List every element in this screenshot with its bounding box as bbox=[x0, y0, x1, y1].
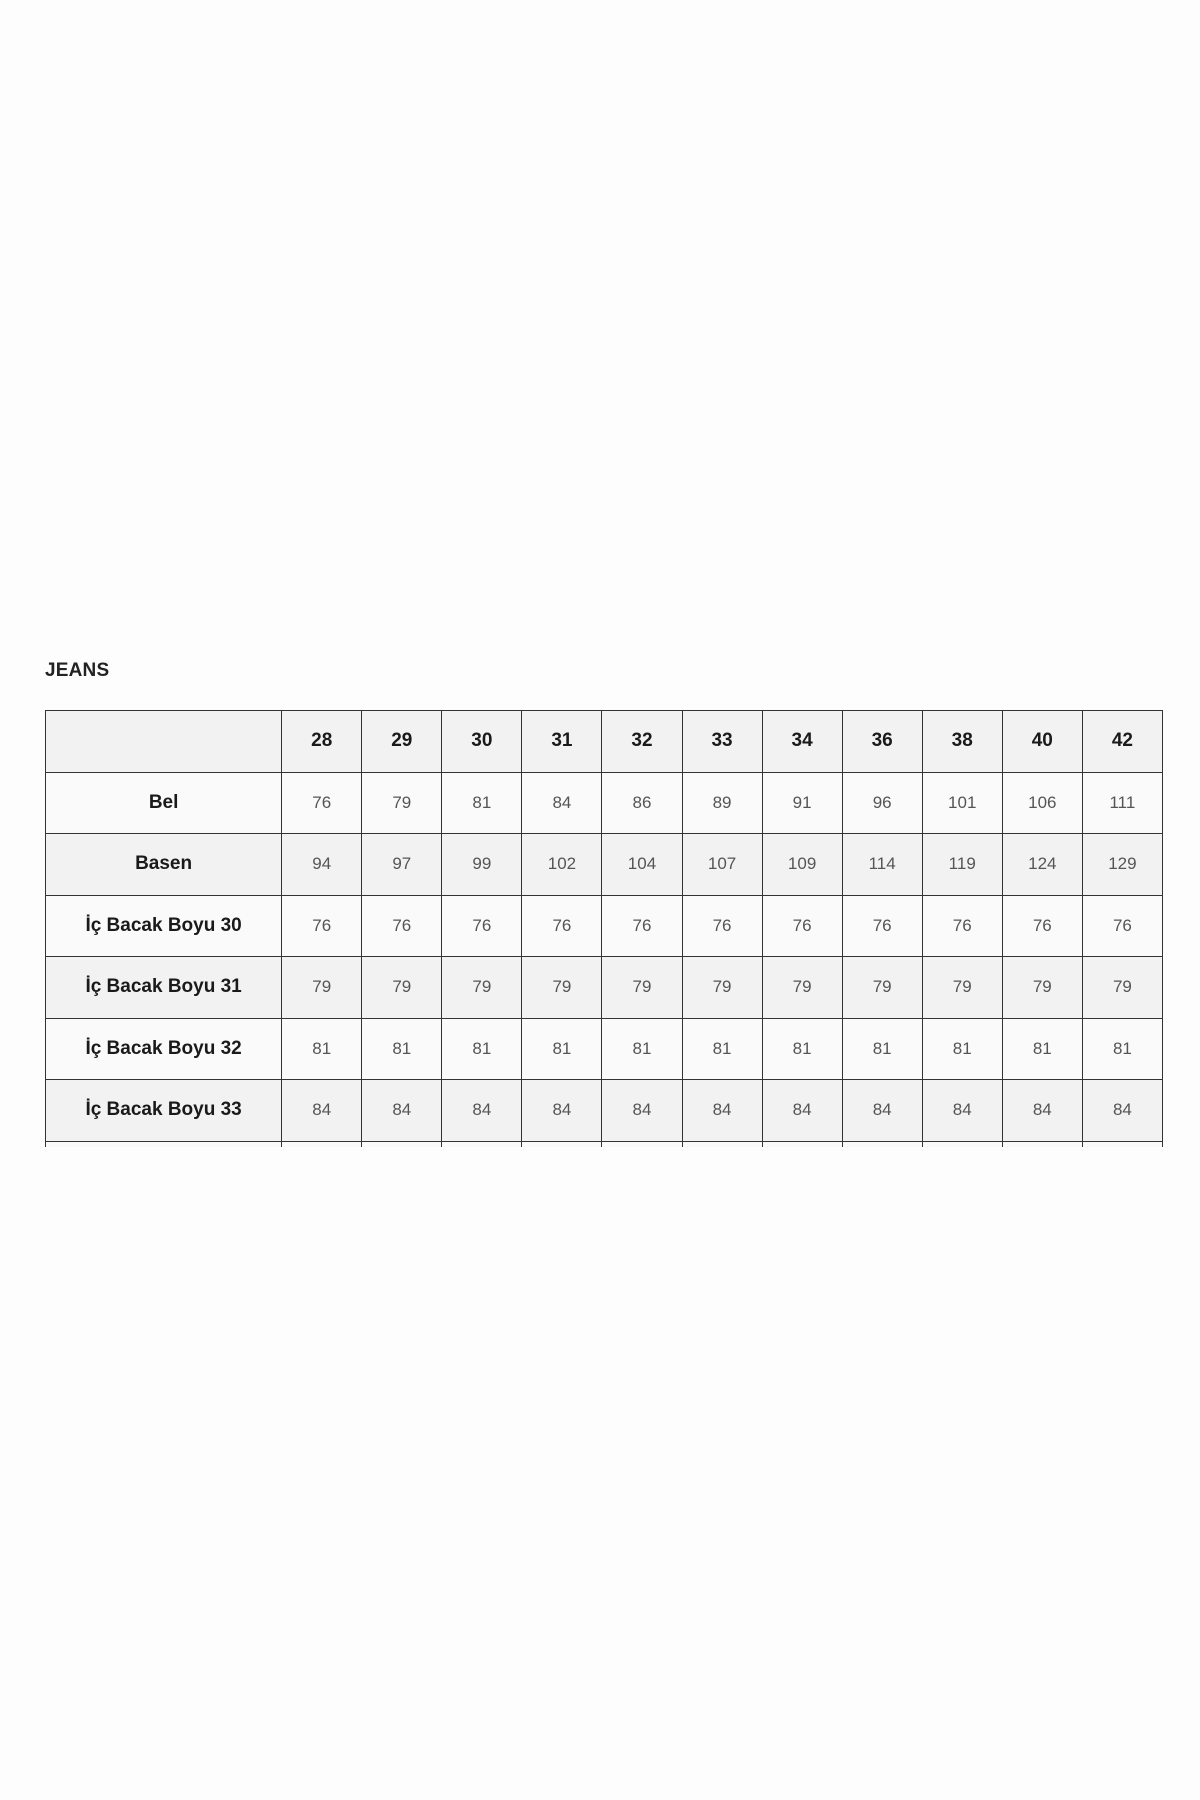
measurement-cell: 81 bbox=[282, 1018, 362, 1080]
measurement-cell: 101 bbox=[922, 772, 1002, 834]
measurement-cell: 104 bbox=[602, 834, 682, 896]
measurement-cell: 99 bbox=[442, 834, 522, 896]
measurement-cell: 79 bbox=[522, 957, 602, 1019]
size-header: 30 bbox=[442, 711, 522, 773]
row-label: İç Bacak Boyu 32 bbox=[46, 1018, 282, 1080]
size-header: 34 bbox=[762, 711, 842, 773]
measurement-cell bbox=[522, 1141, 602, 1147]
table-row bbox=[46, 834, 1163, 896]
measurement-cell: 84 bbox=[362, 1080, 442, 1142]
measurement-cell: 79 bbox=[362, 772, 442, 834]
measurement-cell: 84 bbox=[442, 1080, 522, 1142]
corner-cell bbox=[46, 711, 282, 773]
measurement-cell: 81 bbox=[682, 1018, 762, 1080]
table-row bbox=[46, 1018, 1163, 1080]
measurement-cell: 81 bbox=[442, 772, 522, 834]
measurement-cell: 76 bbox=[842, 895, 922, 957]
measurement-cell: 107 bbox=[682, 834, 762, 896]
measurement-cell: 76 bbox=[1082, 895, 1162, 957]
measurement-cell: 81 bbox=[522, 1018, 602, 1080]
measurement-cell: 84 bbox=[282, 1080, 362, 1142]
row-label: Basen bbox=[46, 834, 282, 896]
measurement-cell: 81 bbox=[442, 1018, 522, 1080]
size-chart bbox=[45, 710, 1163, 1147]
measurement-cell: 79 bbox=[442, 957, 522, 1019]
measurement-cell bbox=[762, 1141, 842, 1147]
measurement-cell: 79 bbox=[682, 957, 762, 1019]
measurement-cell: 79 bbox=[282, 957, 362, 1019]
measurement-cell: 79 bbox=[842, 957, 922, 1019]
table-row bbox=[46, 1080, 1163, 1142]
measurement-cell: 86 bbox=[602, 772, 682, 834]
measurement-cell: 97 bbox=[362, 834, 442, 896]
table-title: JEANS bbox=[45, 660, 110, 681]
measurement-cell: 84 bbox=[922, 1080, 1002, 1142]
size-header: 31 bbox=[522, 711, 602, 773]
measurement-cell: 84 bbox=[682, 1080, 762, 1142]
size-header: 32 bbox=[602, 711, 682, 773]
measurement-cell: 114 bbox=[842, 834, 922, 896]
measurement-cell: 96 bbox=[842, 772, 922, 834]
measurement-cell bbox=[602, 1141, 682, 1147]
measurement-cell: 84 bbox=[842, 1080, 922, 1142]
size-header: 28 bbox=[282, 711, 362, 773]
measurement-cell: 84 bbox=[522, 1080, 602, 1142]
measurement-cell: 79 bbox=[1002, 957, 1082, 1019]
measurement-cell bbox=[842, 1141, 922, 1147]
measurement-cell: 79 bbox=[602, 957, 682, 1019]
measurement-cell: 81 bbox=[1002, 1018, 1082, 1080]
measurement-cell: 81 bbox=[922, 1018, 1002, 1080]
measurement-cell: 76 bbox=[362, 895, 442, 957]
measurement-cell: 79 bbox=[1082, 957, 1162, 1019]
size-header: 38 bbox=[922, 711, 1002, 773]
measurement-cell: 89 bbox=[682, 772, 762, 834]
header-row bbox=[46, 711, 1163, 773]
measurement-cell: 81 bbox=[842, 1018, 922, 1080]
measurement-cell: 102 bbox=[522, 834, 602, 896]
measurement-cell: 129 bbox=[1082, 834, 1162, 896]
measurement-cell: 79 bbox=[362, 957, 442, 1019]
row-label: İç Bacak Boyu 33 bbox=[46, 1080, 282, 1142]
measurement-cell: 84 bbox=[522, 772, 602, 834]
measurement-cell: 109 bbox=[762, 834, 842, 896]
table-row bbox=[46, 1141, 1163, 1147]
measurement-cell: 76 bbox=[682, 895, 762, 957]
measurement-cell bbox=[1002, 1141, 1082, 1147]
measurement-cell: 79 bbox=[922, 957, 1002, 1019]
measurement-cell bbox=[282, 1141, 362, 1147]
measurement-cell: 76 bbox=[602, 895, 682, 957]
measurement-cell: 76 bbox=[762, 895, 842, 957]
measurement-cell: 84 bbox=[762, 1080, 842, 1142]
size-header: 40 bbox=[1002, 711, 1082, 773]
measurement-cell: 76 bbox=[442, 895, 522, 957]
measurement-cell bbox=[442, 1141, 522, 1147]
measurement-cell: 81 bbox=[362, 1018, 442, 1080]
measurement-cell: 76 bbox=[1002, 895, 1082, 957]
measurement-cell: 81 bbox=[762, 1018, 842, 1080]
measurement-cell: 84 bbox=[1002, 1080, 1082, 1142]
measurement-cell: 111 bbox=[1082, 772, 1162, 834]
row-label: Bel bbox=[46, 772, 282, 834]
measurement-cell bbox=[362, 1141, 442, 1147]
measurement-cell: 94 bbox=[282, 834, 362, 896]
measurement-cell: 119 bbox=[922, 834, 1002, 896]
size-header: 29 bbox=[362, 711, 442, 773]
measurement-cell: 81 bbox=[1082, 1018, 1162, 1080]
size-header: 33 bbox=[682, 711, 762, 773]
measurement-cell: 84 bbox=[1082, 1080, 1162, 1142]
row-label bbox=[46, 1141, 282, 1147]
measurement-cell: 76 bbox=[282, 895, 362, 957]
measurement-cell bbox=[682, 1141, 762, 1147]
size-header: 36 bbox=[842, 711, 922, 773]
measurement-cell: 106 bbox=[1002, 772, 1082, 834]
row-label: İç Bacak Boyu 30 bbox=[46, 895, 282, 957]
table-row bbox=[46, 957, 1163, 1019]
measurement-cell: 124 bbox=[1002, 834, 1082, 896]
measurement-cell: 76 bbox=[522, 895, 602, 957]
measurement-cell bbox=[1082, 1141, 1162, 1147]
measurement-cell: 91 bbox=[762, 772, 842, 834]
size-header: 42 bbox=[1082, 711, 1162, 773]
row-label: İç Bacak Boyu 31 bbox=[46, 957, 282, 1019]
measurement-cell bbox=[922, 1141, 1002, 1147]
measurement-cell: 79 bbox=[762, 957, 842, 1019]
table-row bbox=[46, 772, 1163, 834]
measurement-cell: 81 bbox=[602, 1018, 682, 1080]
measurement-cell: 76 bbox=[922, 895, 1002, 957]
measurement-cell: 84 bbox=[602, 1080, 682, 1142]
size-table bbox=[45, 710, 1163, 1147]
table-row bbox=[46, 895, 1163, 957]
measurement-cell: 76 bbox=[282, 772, 362, 834]
